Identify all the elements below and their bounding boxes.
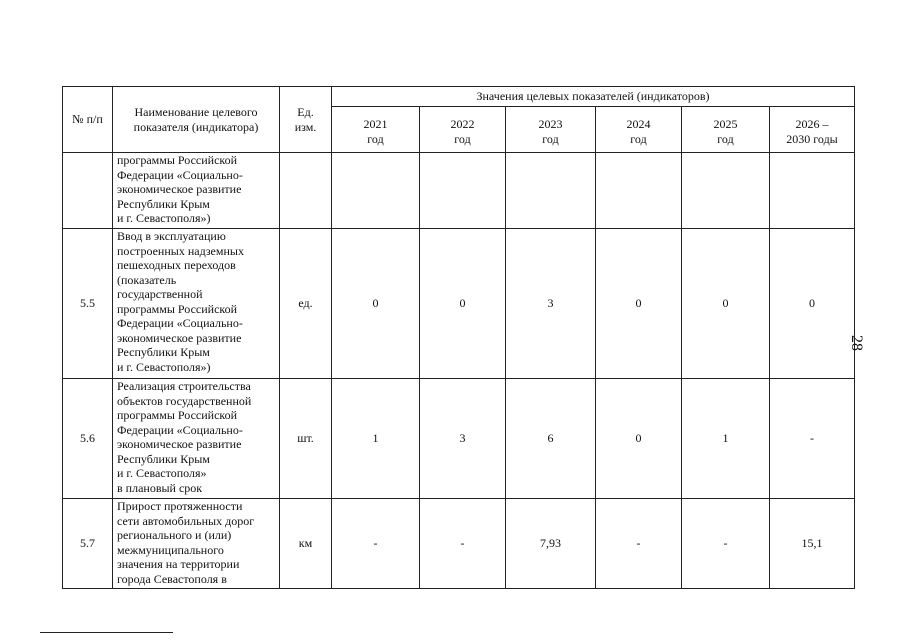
- header-year-2021: 2021 год: [332, 107, 420, 153]
- row-value: [420, 153, 506, 229]
- header-year-2026-2030: 2026 – 2030 годы: [770, 107, 855, 153]
- indicators-table: [62, 86, 855, 589]
- row-value: -: [770, 379, 855, 499]
- row-value: -: [332, 499, 420, 589]
- row-value: 1: [332, 379, 420, 499]
- table-row: [63, 153, 855, 229]
- row-value: 15,1: [770, 499, 855, 589]
- header-name: Наименование целевого показателя (индикатора): [113, 87, 280, 153]
- row-value: [506, 153, 596, 229]
- row-name: Ввод в эксплуатацию построенных надземных пешеходных переходов (показатель государственной программы Российской Федерации «Социально- экономическое развитие Республики Крым и г. Севастополя»): [113, 229, 280, 379]
- row-unit: км: [280, 499, 332, 589]
- table-row: [63, 499, 855, 589]
- row-value: 0: [332, 229, 420, 379]
- header-year-2025: 2025 год: [682, 107, 770, 153]
- row-value: 3: [420, 379, 506, 499]
- row-value: 0: [770, 229, 855, 379]
- table-row: [63, 229, 855, 379]
- row-value: [770, 153, 855, 229]
- header-year-2023: 2023 год: [506, 107, 596, 153]
- header-year-2024: 2024 год: [596, 107, 682, 153]
- row-value: [682, 153, 770, 229]
- row-name: программы Российской Федерации «Социально- экономическое развитие Республики Крым и г. Севастополя»): [113, 153, 280, 229]
- row-unit: [280, 153, 332, 229]
- row-num: 5.7: [63, 499, 113, 589]
- row-value: 6: [506, 379, 596, 499]
- row-value: 3: [506, 229, 596, 379]
- row-unit: шт.: [280, 379, 332, 499]
- row-unit: ед.: [280, 229, 332, 379]
- header-values-group: Значения целевых показателей (индикаторов): [332, 87, 855, 107]
- header-num: № п/п: [63, 87, 113, 153]
- header-unit: Ед. изм.: [280, 87, 332, 153]
- row-value: -: [596, 499, 682, 589]
- row-value: [332, 153, 420, 229]
- page-number: 28: [848, 335, 865, 351]
- row-value: 0: [596, 379, 682, 499]
- row-num: 5.6: [63, 379, 113, 499]
- row-value: -: [420, 499, 506, 589]
- row-num: 5.5: [63, 229, 113, 379]
- row-name: Прирост протяженности сети автомобильных дорог регионального и (или) межмуниципального значения на территории города Севастополя в: [113, 499, 280, 589]
- row-value: 1: [682, 379, 770, 499]
- row-value: 0: [682, 229, 770, 379]
- row-value: [596, 153, 682, 229]
- footnote-rule: [40, 632, 173, 633]
- row-num: [63, 153, 113, 229]
- header-year-2022: 2022 год: [420, 107, 506, 153]
- row-value: -: [682, 499, 770, 589]
- table-row: [63, 379, 855, 499]
- row-value: 0: [420, 229, 506, 379]
- row-name: Реализация строительства объектов государственной программы Российской Федерации «Социально- экономическое развитие Республики Крым и г. Севастополя» в плановый срок: [113, 379, 280, 499]
- row-value: 7,93: [506, 499, 596, 589]
- row-value: 0: [596, 229, 682, 379]
